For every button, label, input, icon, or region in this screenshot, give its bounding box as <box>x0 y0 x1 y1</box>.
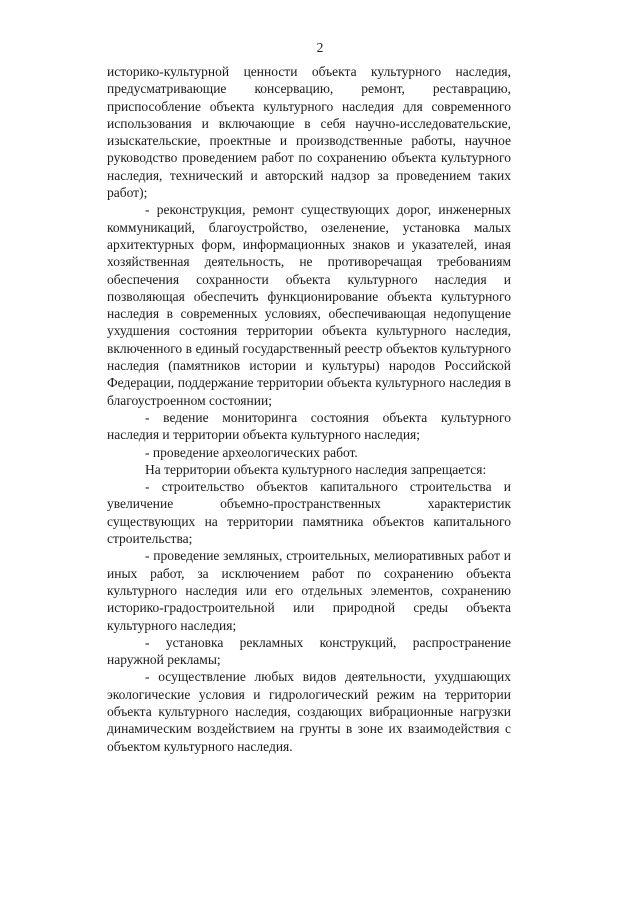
list-item: - проведение археологических работ. <box>145 444 358 460</box>
list-item: - строительство объектов капитального строительства и увеличение объемно-пространственных характеристик существующих на территории памятника объектов капитального строительства; <box>107 479 511 547</box>
paragraph: историко-культурной ценности объекта культурного наследия, предусматривающие консервацию, ремонт, реставрацию, приспособление объекта культурного наследия для современного использования и включающие в себя научно-исследовательские, изыскательские, проектные и производственные работы, научное руководство проведением работ по сохранению объекта культурного наследия, технический и авторский надзор за проведением таких работ); <box>107 64 511 201</box>
list-item: - установка рекламных конструкций, распространение наружной рекламы; <box>107 634 511 668</box>
list-item: - реконструкция, ремонт существующих дорог, инженерных коммуникаций, благоустройство, озеленение, установка малых архитектурных форм, информационных знаков и указателей, иная хозяйственная деятельность, не противоречащая требованиям обеспечения сохранности объекта культурного наследия и позволяющая обеспечить функционирование объекта культурного наследия в современных условиях, обеспечивающая недопущение ухудшения состояния территории объекта культурного наследия, включенного в единый государственный реестр объектов культурного наследия (памятников истории и культуры) народов Российской Федерации, поддержание территории объекта культурного наследия в благоустроенном состоянии; <box>107 202 511 408</box>
section-heading-paragraph: На территории объекта культурного наследия запрещается: <box>145 461 487 477</box>
list-item: - ведение мониторинга состояния объекта культурного наследия и территории объекта культурного наследия; <box>107 409 511 443</box>
list-item: - осуществление любых видов деятельности, ухудшающих экологические условия и гидрологический режим на территории объекта культурного наследия, создающих вибрационные нагрузки динамическим воздействием на грунты в зоне их взаимодействия с объектом культурного наследия. <box>107 669 511 754</box>
list-item: - проведение земляных, строительных, мелиоративных работ и иных работ, за исключением работ по сохранению объекта культурного наследия или его отдельных элементов, сохранению историко-градостроительной или природной среды объекта культурного наследия; <box>107 548 511 633</box>
page-number: 2 <box>316 40 324 55</box>
document-body <box>107 63 511 755</box>
